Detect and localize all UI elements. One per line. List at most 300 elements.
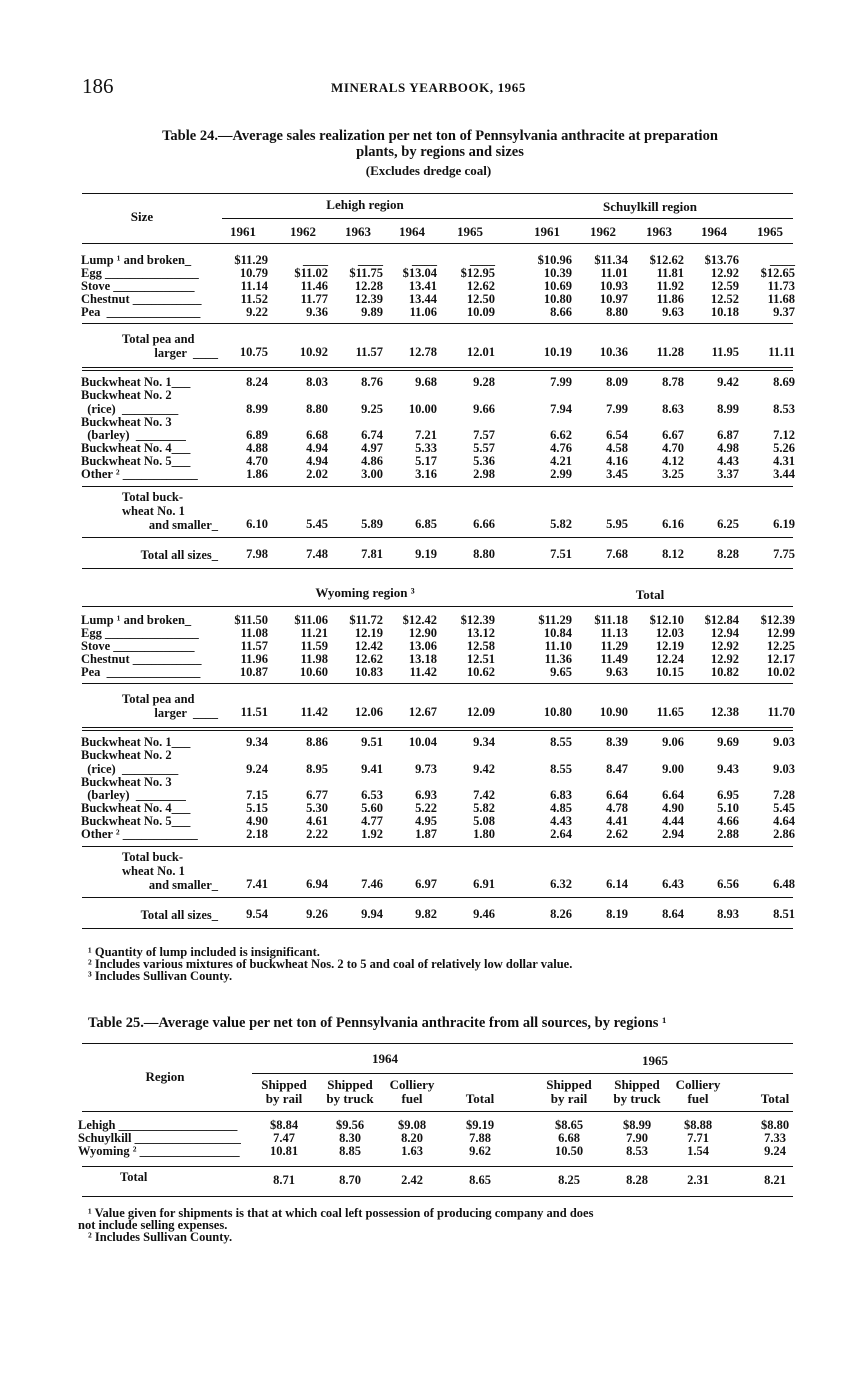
table-cell: 6.97	[415, 877, 437, 891]
year-header-1964: 1964	[372, 1051, 398, 1066]
table-cell: 11.49	[600, 652, 628, 666]
table-cell: 8.65	[469, 1173, 491, 1187]
table-cell: 6.16	[662, 517, 684, 531]
table-cell: 7.47	[273, 1131, 295, 1145]
table-cell: 10.00	[408, 402, 437, 416]
table-cell: 12.19	[354, 626, 383, 640]
table-cell: 10.79	[239, 266, 268, 280]
table-cell: 5.33	[415, 441, 437, 455]
row-label-tall: Total all sizes_	[140, 548, 218, 562]
row-label-total: Total	[120, 1170, 148, 1184]
table-cell: 7.75	[773, 547, 795, 561]
table-cell: 10.09	[466, 305, 495, 319]
table-cell: 11.42	[409, 665, 437, 679]
table-cell: 2.02	[306, 467, 328, 481]
table-cell: 8.69	[773, 375, 795, 389]
rule	[82, 846, 793, 847]
table-cell: $8.65	[554, 1118, 584, 1132]
row-label-tbw1: Total buck-	[122, 850, 184, 864]
table-cell: 5.60	[361, 801, 383, 815]
table-cell: 9.25	[361, 402, 383, 416]
table-cell: 11.29	[600, 639, 628, 653]
table-cell: $12.10	[649, 613, 684, 627]
table-cell: 8.51	[773, 907, 795, 921]
table-cell: 8.63	[662, 402, 684, 416]
table-cell: 6.10	[246, 517, 268, 531]
row-label-tbw2: wheat No. 1	[122, 504, 185, 518]
table-cell: 11.57	[240, 639, 268, 653]
table-cell: 5.45	[773, 801, 795, 815]
table24-title	[100, 128, 780, 160]
table-cell: 9.63	[662, 305, 684, 319]
table-cell: 8.53	[626, 1144, 648, 1158]
table-cell: 10.36	[599, 345, 628, 359]
table-cell: 11.98	[300, 652, 328, 666]
table-cell: 6.25	[717, 517, 739, 531]
table-cell: 4.86	[361, 454, 383, 468]
table-cell: 9.41	[361, 762, 383, 776]
row-label-lump: Lump ¹ and broken_	[81, 253, 192, 267]
table-cell: 3.44	[773, 467, 795, 481]
table24-title-line1: Table 24.—Average sales realization per net ton of Pennsylvania anthracite at preparation	[162, 128, 718, 144]
table-cell: 6.74	[361, 428, 383, 442]
table-cell: 6.91	[473, 877, 495, 891]
table-cell: $12.39	[760, 613, 795, 627]
table-cell: 7.46	[361, 877, 383, 891]
table-cell: 11.46	[300, 279, 328, 293]
table-cell: 6.53	[361, 788, 383, 802]
table-cell: 11.59	[300, 639, 328, 653]
table-cell: 4.97	[361, 441, 383, 455]
table-cell: 11.51	[240, 705, 268, 719]
table-cell: 10.18	[710, 305, 739, 319]
rule	[82, 897, 793, 898]
table-cell: 8.20	[401, 1131, 423, 1145]
row-label-bw4: Buckwheat No. 4___	[81, 441, 191, 455]
table25-title: Table 25.—Average value per net ton of Pennsylvania anthracite from all sources, by regions ¹	[88, 1015, 667, 1031]
table-cell: 10.02	[766, 665, 795, 679]
table-cell: 6.85	[415, 517, 437, 531]
table-cell: 7.15	[246, 788, 268, 802]
table-cell: 12.17	[766, 652, 795, 666]
table-cell: 4.76	[550, 441, 572, 455]
table-cell: 11.92	[656, 279, 684, 293]
table-cell: 5.17	[415, 454, 437, 468]
table25-top-rule	[82, 1043, 793, 1044]
table-cell: 8.78	[662, 375, 684, 389]
year-header: 1961	[230, 224, 256, 239]
table-cell: 11.68	[767, 292, 795, 306]
table-cell: 12.09	[466, 705, 495, 719]
table-cell: $11.29	[234, 253, 268, 267]
rule	[82, 367, 793, 368]
table-cell: 4.88	[246, 441, 268, 455]
table-cell: 9.22	[246, 305, 268, 319]
row-label-bw2a: Buckwheat No. 2	[81, 388, 172, 402]
table-cell: 9.00	[662, 762, 684, 776]
column-header: Shipped	[546, 1077, 592, 1092]
table-cell: 13.18	[408, 652, 437, 666]
table-cell: 4.43	[717, 454, 739, 468]
table-cell: 11.77	[300, 292, 328, 306]
table-cell: 8.26	[550, 907, 572, 921]
table-cell: $11.75	[349, 266, 383, 280]
table-cell: 4.31	[773, 454, 795, 468]
table-cell: 4.95	[415, 814, 437, 828]
table-cell: 8.19	[606, 907, 628, 921]
table-cell: 9.54	[246, 907, 268, 921]
table-cell: 12.42	[354, 639, 383, 653]
table-cell: 7.12	[773, 428, 795, 442]
table-cell: 8.64	[662, 907, 684, 921]
row-label-stove: Stove _____________	[81, 279, 195, 293]
table-cell: 10.87	[239, 665, 268, 679]
table-cell: $10.96	[537, 253, 572, 267]
table-cell: 8.39	[606, 735, 628, 749]
table-cell: 8.24	[246, 375, 268, 389]
table-cell: $11.50	[234, 613, 268, 627]
table-cell: 4.21	[550, 454, 572, 468]
table-cell: 7.57	[473, 428, 495, 442]
table-cell: 12.28	[354, 279, 383, 293]
table-cell: 5.95	[606, 517, 628, 531]
table-cell: 2.18	[246, 827, 268, 841]
table-cell: 12.94	[710, 626, 739, 640]
year-header: 1962	[290, 224, 316, 239]
row-label-pea: Pea _______________	[81, 305, 201, 319]
table-cell: 8.21	[764, 1173, 786, 1187]
region-header-schuylkill: Schuylkill region	[602, 199, 698, 214]
table-cell: 9.62	[469, 1144, 491, 1158]
rule	[82, 323, 793, 324]
row-label-tbw1: Total buck-	[122, 490, 184, 504]
table-cell: 8.03	[306, 375, 328, 389]
table-cell: 9.06	[662, 735, 684, 749]
table-cell: 8.47	[606, 762, 628, 776]
year-header: 1962	[590, 224, 616, 239]
table-cell: 9.66	[473, 402, 495, 416]
table-cell: 10.81	[269, 1144, 299, 1158]
table-cell: 1.92	[361, 827, 383, 841]
table-cell: 10.80	[543, 705, 572, 719]
table-cell: 6.87	[717, 428, 739, 442]
table-cell: 11.06	[409, 305, 437, 319]
table-cell: 8.76	[361, 375, 383, 389]
table-cell: 2.88	[717, 827, 739, 841]
table-cell: 12.01	[466, 345, 495, 359]
table-cell: 4.61	[306, 814, 328, 828]
table-cell: 7.42	[473, 788, 495, 802]
table-cell: 8.93	[717, 907, 739, 921]
table-cell: 12.78	[408, 345, 437, 359]
table-cell: $12.95	[460, 266, 495, 280]
table-cell: 7.81	[361, 547, 383, 561]
table-cell: 9.26	[306, 907, 328, 921]
table-cell: 7.33	[764, 1131, 786, 1145]
table-cell: $12.39	[460, 613, 495, 627]
table-cell: 9.73	[415, 762, 437, 776]
table-cell: 11.42	[300, 705, 328, 719]
table-cell: 2.99	[550, 467, 572, 481]
table-cell: 7.21	[415, 428, 437, 442]
row-label: Wyoming ² ________________	[78, 1144, 240, 1158]
table-cell: 11.21	[300, 626, 328, 640]
rule	[82, 683, 793, 684]
table-cell: 6.48	[773, 877, 795, 891]
table-cell: $12.62	[649, 253, 684, 267]
table-cell: $11.02	[294, 266, 328, 280]
table-cell: $12.84	[704, 613, 739, 627]
table-cell: 11.36	[544, 652, 572, 666]
table-cell: 13.44	[408, 292, 437, 306]
rule	[82, 486, 793, 487]
table-cell: 10.04	[408, 735, 437, 749]
table-cell: 8.53	[773, 402, 795, 416]
row-label: Schuylkill _________________	[78, 1131, 241, 1145]
table-cell: 10.84	[543, 626, 572, 640]
table-cell: 4.77	[361, 814, 383, 828]
row-label: Lehigh ___________________	[78, 1118, 238, 1132]
table-cell: 9.51	[361, 735, 383, 749]
table-cell: 2.86	[773, 827, 795, 841]
table-cell: 9.89	[361, 305, 383, 319]
table-cell: 9.03	[773, 762, 795, 776]
table-cell: $12.42	[402, 613, 437, 627]
table-cell: 9.43	[717, 762, 739, 776]
table-cell: 8.25	[558, 1173, 580, 1187]
table-cell: 1.54	[687, 1144, 709, 1158]
row-label-bw3a: Buckwheat No. 3	[81, 775, 172, 789]
table-cell: 3.37	[717, 467, 739, 481]
table-cell: 6.93	[415, 788, 437, 802]
table-cell: 8.85	[339, 1144, 361, 1158]
table-cell: $13.76	[704, 253, 739, 267]
table-cell: 9.36	[306, 305, 328, 319]
table-cell: 13.41	[408, 279, 437, 293]
row-label-tall: Total all sizes_	[140, 908, 218, 922]
year-header: 1965	[757, 224, 783, 239]
table-cell: 10.39	[543, 266, 572, 280]
table-cell: 4.41	[606, 814, 628, 828]
table-cell: 8.55	[550, 735, 572, 749]
table-cell: 11.11	[768, 345, 795, 359]
table-cell: $9.56	[335, 1118, 365, 1132]
table-cell: 8.28	[717, 547, 739, 561]
table-cell: 7.48	[306, 547, 328, 561]
rule	[82, 537, 793, 538]
year-header: 1965	[457, 224, 483, 239]
table-cell: 12.51	[466, 652, 495, 666]
table-cell: 12.92	[710, 639, 739, 653]
running-head: MINERALS YEARBOOK, 1965	[331, 80, 526, 95]
table-cell: 7.28	[773, 788, 795, 802]
table-cell: 5.82	[473, 801, 495, 815]
table-cell: 6.64	[606, 788, 628, 802]
table-cell: 1.86	[246, 467, 268, 481]
row-label-bw2a: Buckwheat No. 2	[81, 748, 172, 762]
table-cell: 12.99	[766, 626, 795, 640]
size-header: Size	[130, 209, 154, 224]
table-cell: 13.06	[408, 639, 437, 653]
column-header: fuel	[401, 1091, 423, 1106]
table-cell: 5.30	[306, 801, 328, 815]
row-label-tbw3: and smaller_	[148, 878, 218, 892]
table24-subtitle: (Excludes dredge coal)	[365, 163, 492, 178]
table25-footnote: ¹ Value given for shipments is that at which coal left possession of producing company and does	[88, 1206, 594, 1220]
table-cell: 11.01	[600, 266, 628, 280]
table-cell: 8.80	[473, 547, 495, 561]
table-cell: 12.92	[710, 652, 739, 666]
table-cell: 12.38	[710, 705, 739, 719]
table-cell: 10.69	[543, 279, 572, 293]
rule	[82, 1166, 793, 1167]
table-cell: 12.92	[710, 266, 739, 280]
table24-footnote: ³ Includes Sullivan County.	[88, 969, 233, 983]
table-cell: 11.73	[767, 279, 795, 293]
table-cell: 11.13	[600, 626, 628, 640]
table-cell: 6.43	[662, 877, 684, 891]
column-header: by rail	[550, 1091, 588, 1106]
table-cell: 4.98	[717, 441, 739, 455]
table-cell: 6.19	[773, 517, 795, 531]
table-cell: 9.69	[717, 735, 739, 749]
table-cell: 6.62	[550, 428, 572, 442]
rule	[82, 727, 793, 728]
table-cell: 1.80	[473, 827, 495, 841]
row-label-tpea2: larger ____	[154, 346, 218, 360]
table25-year-rule	[252, 1073, 793, 1074]
table-cell: 9.42	[473, 762, 495, 776]
table-cell: 5.10	[717, 801, 739, 815]
table-cell: 4.94	[306, 441, 328, 455]
table-cell: 2.62	[606, 827, 628, 841]
row-label-other: Other ² ____________	[81, 467, 198, 481]
table-cell: 10.62	[466, 665, 495, 679]
table-cell: 11.57	[355, 345, 383, 359]
row-label-tpea2: larger ____	[154, 706, 218, 720]
table-cell: 8.80	[606, 305, 628, 319]
table-cell: 4.64	[773, 814, 795, 828]
table-cell: 9.94	[361, 907, 383, 921]
table-cell: 10.75	[239, 345, 268, 359]
row-label-bw2b: (rice) _________	[81, 402, 179, 416]
row-label-bw3b: (barley) ________	[81, 428, 186, 442]
table-cell: 2.64	[550, 827, 572, 841]
table-cell: 11.10	[544, 639, 572, 653]
table-cell: 8.99	[246, 402, 268, 416]
table-cell: 4.78	[606, 801, 628, 815]
table-cell: 3.45	[606, 467, 628, 481]
table-cell: 5.36	[473, 454, 495, 468]
row-label-tbw2: wheat No. 1	[122, 864, 185, 878]
table-cell: 7.98	[246, 547, 268, 561]
region-header-wyoming: Wyoming region ³	[315, 585, 415, 600]
table-cell: 8.30	[339, 1131, 361, 1145]
table-cell: 6.89	[246, 428, 268, 442]
table-cell: 2.42	[401, 1173, 423, 1187]
table-cell: 5.26	[773, 441, 795, 455]
table-cell: 12.62	[466, 279, 495, 293]
table-cell: 10.83	[354, 665, 383, 679]
table-cell: $11.18	[594, 613, 628, 627]
table25-head-rule	[82, 1111, 793, 1112]
table-cell: ____	[303, 253, 328, 267]
year-header: 1964	[701, 224, 727, 239]
table-cell: 8.66	[550, 305, 572, 319]
table-cell: 10.60	[299, 665, 328, 679]
table-cell: $8.88	[683, 1118, 713, 1132]
table-cell: 4.94	[306, 454, 328, 468]
table-cell: ____	[412, 253, 437, 267]
table-cell: 11.14	[240, 279, 268, 293]
table-cell: 11.70	[767, 705, 795, 719]
region-header-lehigh: Lehigh region	[326, 197, 404, 212]
table-cell: 11.08	[240, 626, 268, 640]
rule	[82, 606, 793, 607]
column-header: fuel	[687, 1091, 709, 1106]
rule	[82, 730, 793, 731]
table-cell: 7.88	[469, 1131, 491, 1145]
row-label-bw3b: (barley) ________	[81, 788, 186, 802]
row-label-pea: Pea _______________	[81, 665, 201, 679]
table-cell: 6.94	[306, 877, 328, 891]
table-cell: 7.71	[687, 1131, 709, 1145]
table-cell: 6.54	[606, 428, 628, 442]
table-cell: 11.81	[656, 266, 684, 280]
table-cell: 4.85	[550, 801, 572, 815]
table-cell: 6.14	[606, 877, 628, 891]
table-cell: 6.83	[550, 788, 572, 802]
row-label-chestnut: Chestnut ___________	[81, 292, 202, 306]
row-label-tpea1: Total pea and	[122, 332, 195, 346]
table-cell: 8.99	[717, 402, 739, 416]
table24-year-rule	[82, 243, 793, 244]
column-header: by truck	[326, 1091, 374, 1106]
row-label-bw1: Buckwheat No. 1___	[81, 735, 191, 749]
column-header: Total	[465, 1091, 495, 1106]
table-cell: $12.65	[760, 266, 795, 280]
table-cell: 9.24	[246, 762, 268, 776]
table-cell: 9.34	[473, 735, 495, 749]
table-cell: 9.42	[717, 375, 739, 389]
table24-region-rule	[222, 218, 793, 219]
table-cell: 2.22	[306, 827, 328, 841]
column-header: by truck	[613, 1091, 661, 1106]
table-cell: 5.15	[246, 801, 268, 815]
table-cell: 4.16	[606, 454, 628, 468]
year-header-1965: 1965	[642, 1053, 668, 1068]
table-cell: 9.82	[415, 907, 437, 921]
table24-title-line2: plants, by regions and sizes	[356, 144, 524, 160]
table-cell: 12.25	[766, 639, 795, 653]
table-cell: 9.24	[764, 1144, 786, 1158]
table-cell: 8.86	[306, 735, 328, 749]
table-cell: 9.19	[415, 547, 437, 561]
table-cell: ____	[770, 253, 795, 267]
table-cell: $8.84	[269, 1118, 299, 1132]
row-label-tpea1: Total pea and	[122, 692, 195, 706]
table-cell: 7.99	[606, 402, 628, 416]
table-cell: 8.70	[339, 1173, 361, 1187]
row-label-stove: Stove _____________	[81, 639, 195, 653]
table-cell: 2.31	[687, 1173, 709, 1187]
table-cell: 6.68	[558, 1131, 580, 1145]
table-cell: $8.80	[760, 1118, 790, 1132]
table-cell: 7.68	[606, 547, 628, 561]
table-cell: 10.92	[299, 345, 328, 359]
table-cell: 11.95	[711, 345, 739, 359]
table-cell: 7.51	[550, 547, 572, 561]
